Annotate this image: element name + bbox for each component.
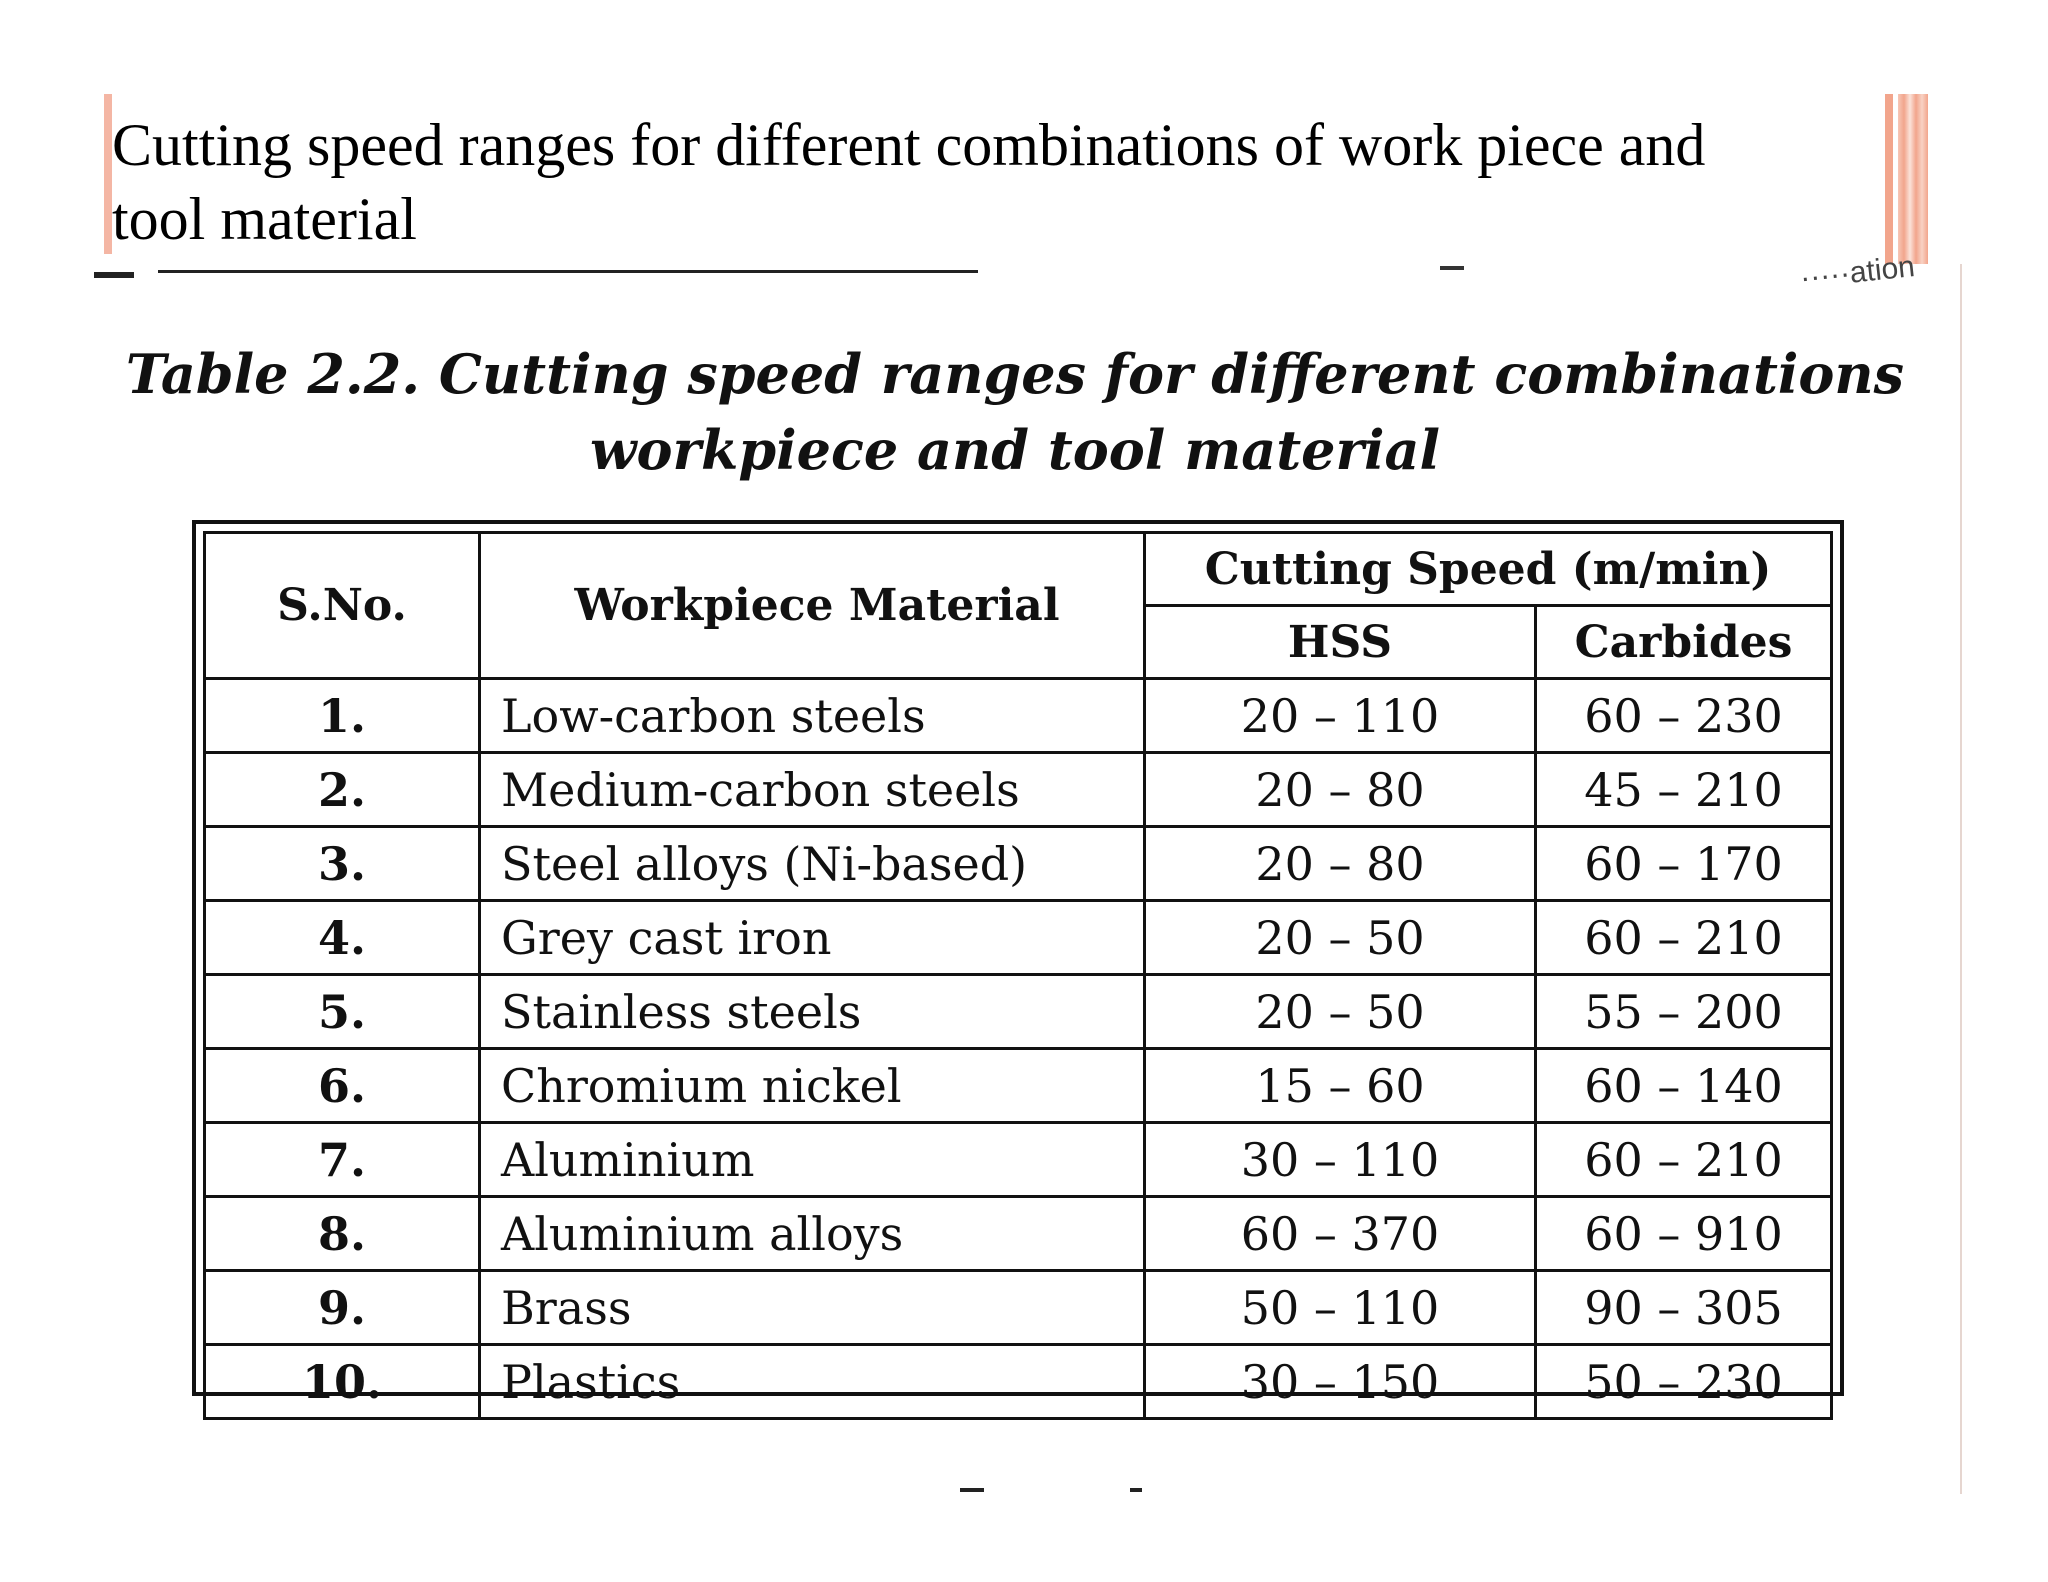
table-row [205,1123,1832,1197]
cell-carbides: 60 – 210 [1536,1123,1832,1197]
cell-hss: 20 – 80 [1145,827,1536,901]
table-body [205,679,1832,1419]
right-accent-bar [1885,94,1893,264]
cell-hss: 30 – 110 [1145,1123,1536,1197]
cell-hss: 30 – 150 [1145,1345,1536,1419]
table-caption-line: Table 2.2. Cutting speed ranges for different combinations [125,342,1905,406]
cell-sno: 10. [205,1345,480,1419]
header-hss: HSS [1145,606,1536,679]
right-accent-stripes [1898,94,1928,264]
cell-material: Grey cast iron [480,901,1145,975]
cell-sno: 4. [205,901,480,975]
cell-sno: 1. [205,679,480,753]
cell-carbides: 50 – 230 [1536,1345,1832,1419]
cell-material: Plastics [480,1345,1145,1419]
table-row [205,975,1832,1049]
cell-material: Steel alloys (Ni-based) [480,827,1145,901]
cell-sno: 9. [205,1271,480,1345]
table-row [205,901,1832,975]
cell-sno: 3. [205,827,480,901]
header-sno: S.No. [205,533,480,679]
cell-carbides: 60 – 210 [1536,901,1832,975]
table-row [205,1049,1832,1123]
cell-material: Brass [480,1271,1145,1345]
table-row [205,1197,1832,1271]
cell-carbides: 90 – 305 [1536,1271,1832,1345]
cell-sno: 2. [205,753,480,827]
cell-hss: 50 – 110 [1145,1271,1536,1345]
cutting-speed-table-frame [192,520,1844,1409]
table-row [205,827,1832,901]
scan-rule-line [158,270,978,273]
table-row [205,753,1832,827]
table-row [205,1271,1832,1345]
cutting-speed-table [203,531,1833,1420]
cell-sno: 8. [205,1197,480,1271]
cell-sno: 6. [205,1049,480,1123]
slide-title: Cutting speed ranges for different combinations of work piece and tool material [112,112,1706,252]
cell-material: Low-carbon steels [480,679,1145,753]
cell-material: Stainless steels [480,975,1145,1049]
cell-hss: 20 – 110 [1145,679,1536,753]
scan-mark [1130,1488,1142,1492]
cell-material: Aluminium [480,1123,1145,1197]
cell-carbides: 60 – 140 [1536,1049,1832,1123]
scan-mark [960,1488,984,1492]
cell-material: Chromium nickel [480,1049,1145,1123]
table-caption [120,336,1910,488]
cell-carbides: 60 – 170 [1536,827,1832,901]
scan-mark [94,272,134,278]
cell-hss: 60 – 370 [1145,1197,1536,1271]
cell-carbides: 55 – 200 [1536,975,1832,1049]
cell-hss: 20 – 50 [1145,901,1536,975]
cell-material: Medium-carbon steels [480,753,1145,827]
table-row [205,679,1832,753]
header-material: Workpiece Material [480,533,1145,679]
cell-hss: 15 – 60 [1145,1049,1536,1123]
header-carbides: Carbides [1536,606,1832,679]
cell-hss: 20 – 80 [1145,753,1536,827]
cell-carbides: 45 – 210 [1536,753,1832,827]
scan-mark [1440,266,1464,270]
cell-material: Aluminium alloys [480,1197,1145,1271]
cell-hss: 20 – 50 [1145,975,1536,1049]
left-accent-bar [104,94,112,254]
scan-corner-text: ·····ation [1798,250,1917,295]
cell-carbides: 60 – 230 [1536,679,1832,753]
table-caption-line: workpiece and tool material [589,418,1441,482]
cell-sno: 5. [205,975,480,1049]
cell-sno: 7. [205,1123,480,1197]
header-cutting-speed: Cutting Speed (m/min) [1145,533,1832,606]
cell-carbides: 60 – 910 [1536,1197,1832,1271]
table-row [205,1345,1832,1419]
